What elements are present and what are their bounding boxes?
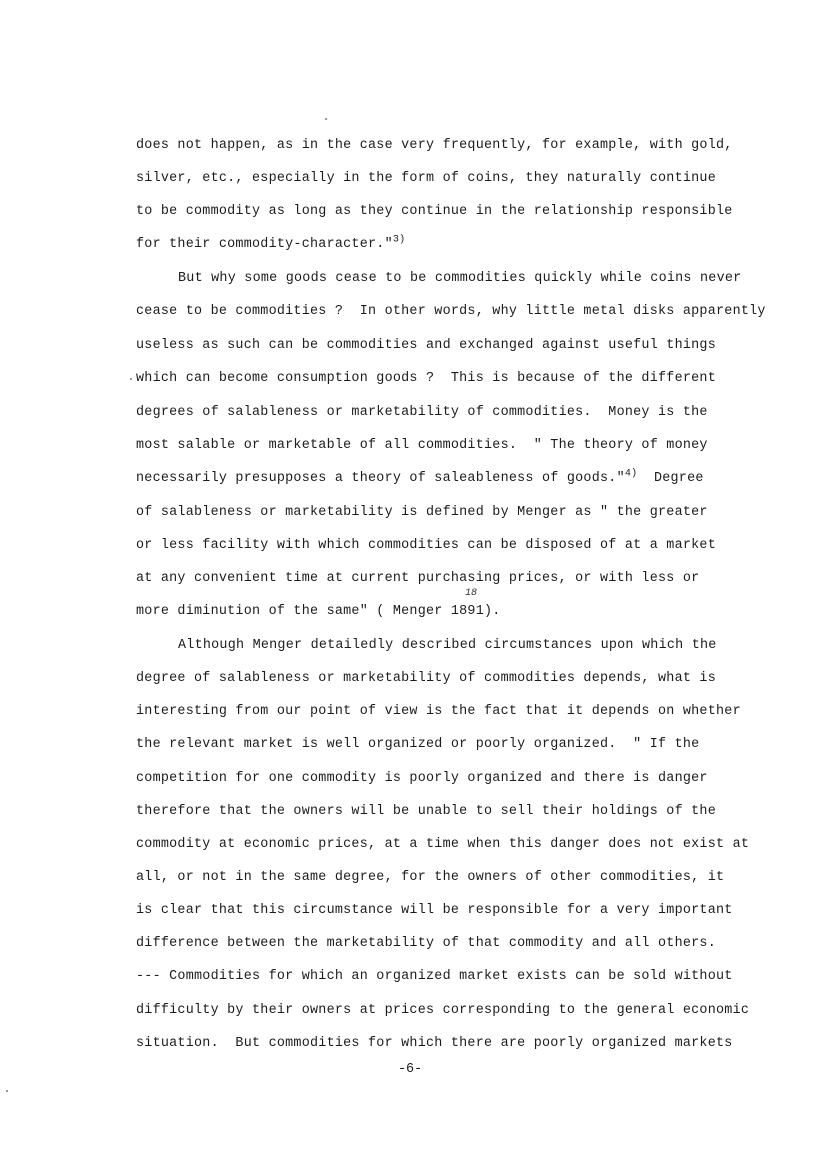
text-line: difference between the marketability of that commodity and all others. [136, 936, 716, 951]
text-line: competition for one commodity is poorly organized and there is danger [136, 771, 708, 786]
text-line: interesting from our point of view is the fact that it depends on whether [136, 704, 741, 719]
text-line: degree of salableness or marketability of commodities depends, what is [136, 671, 716, 686]
text-line: most salable or marketable of all commodities. " The theory of money [136, 438, 708, 453]
footnote-ref-3: 3) [392, 234, 406, 246]
text-line: commodity at economic prices, at a time when this danger does not exist at [136, 837, 750, 852]
handwritten-annotation: 18 [465, 588, 478, 599]
scan-speck [6, 1090, 8, 1092]
text-span: for their commodity-character." [136, 237, 393, 252]
text-line: to be commodity as long as they continue in the relationship responsible [136, 204, 733, 219]
text-line: Although Menger detailedly described circumstances upon which the [178, 638, 717, 653]
text-line-with-footnote [136, 234, 406, 253]
text-line: more diminution of the same" ( Menger 1891). [136, 604, 501, 619]
text-line-with-footnote [136, 468, 704, 487]
text-line: the relevant market is well organized or poorly organized. " If the [136, 737, 700, 752]
text-line: cease to be commodities ? In other words, why little metal disks apparently [136, 304, 766, 319]
text-line: at any convenient time at current purchasing prices, or with less or [136, 571, 700, 586]
text-line: --- Commodities for which an organized market exists can be sold without [136, 969, 733, 984]
text-line: But why some goods cease to be commodities quickly while coins never [178, 271, 742, 286]
text-line: difficulty by their owners at prices corresponding to the general economic [136, 1003, 750, 1018]
text-line: which can become consumption goods ? This is because of the different [136, 371, 716, 386]
page-number: -6- [398, 1062, 423, 1077]
scan-speck [325, 118, 327, 120]
text-line: silver, etc., especially in the form of coins, they naturally continue [136, 171, 716, 186]
text-line: situation. But commodities for which there are poorly organized markets [136, 1036, 733, 1051]
text-line: does not happen, as in the case very frequently, for example, with gold, [136, 138, 733, 153]
footnote-ref-4: 4) [624, 468, 638, 480]
text-line: therefore that the owners will be unable to sell their holdings of the [136, 804, 716, 819]
text-line: or less facility with which commodities can be disposed of at a market [136, 538, 716, 553]
text-line: all, or not in the same degree, for the owners of other commodities, it [136, 870, 725, 885]
scan-speck [130, 378, 132, 380]
text-line: is clear that this circumstance will be responsible for a very important [136, 903, 733, 918]
text-span: Degree [637, 471, 704, 486]
text-line: of salableness or marketability is defined by Menger as " the greater [136, 505, 708, 520]
text-span: necessarily presupposes a theory of saleableness of goods." [136, 471, 625, 486]
text-line: degrees of salableness or marketability of commodities. Money is the [136, 405, 708, 420]
text-line: useless as such can be commodities and exchanged against useful things [136, 338, 716, 353]
